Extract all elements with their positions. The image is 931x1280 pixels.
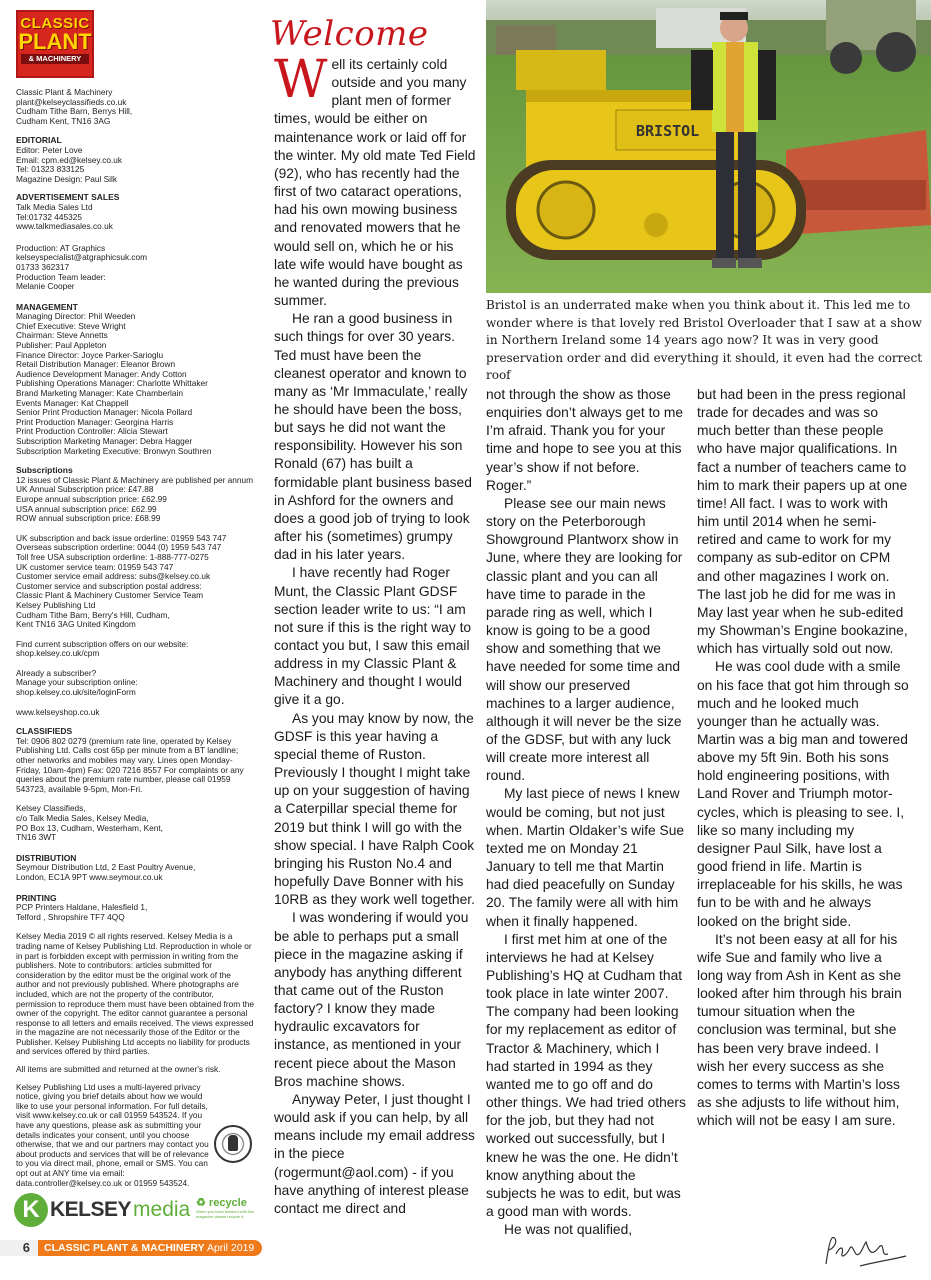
distribution-line: Seymour Distribution Ltd, 2 East Poultry Avenue, <box>16 862 196 873</box>
article-paragraph: As you may know by now, the GDSF is this year having a special theme of Ruston. Previously I thought I might take up on your suggestion of having a Caterpillar special theme for 2019 but think I will go with the show special. I have Ralph Cook bringing his Ruston No.4 and hopefully Dave Bonner with his 10RB as they work well together. <box>274 710 475 908</box>
production-line: kelseyspecialist@atgraphicsuk.com <box>16 252 148 263</box>
management-line: Retail Distribution Manager: Eleanor Brown <box>16 359 176 370</box>
distribution-heading: DISTRIBUTION <box>16 852 77 863</box>
article-column-3 <box>697 386 909 1130</box>
offers-line: Find current subscription offers on our website: <box>16 638 189 649</box>
article-paragraph: My last piece of news I knew would be coming, but not just when. Martin Oldaker’s wife Sue texted me on Monday 21 January to tell me that Martin had died peacefully on Sunday 20. The family were all with him when it finally happened. <box>486 786 685 929</box>
adsales-line: www.talkmediasales.co.uk <box>16 221 113 232</box>
management-line: Brand Marketing Manager: Kate Chamberlain <box>16 388 183 399</box>
recycle-title: ♻ recycle <box>196 1197 247 1209</box>
subscription-line: Europe annual subscription price: £62.99 <box>16 493 167 504</box>
adsales-line: Tel:01732 445325 <box>16 211 82 222</box>
recycle-logo <box>196 1196 256 1219</box>
adsales-heading: ADVERTISEMENT SALES <box>16 192 120 203</box>
distribution-block <box>16 854 258 883</box>
address-line: TN16 3WT <box>16 832 57 843</box>
classifieds-text: Tel: 0906 802 0279 (premium rate line, operated by Kelsey Publishing Ltd. Calls cost 65p per minute from a BT landline; other networks and mobiles may vary. Lines open Monday-Friday, 10am-4pm) Fax: 020 7216 8557 For complaints or any queries about the premium rate number, please call 01959 543723, available 9-5pm, Mon-Fri. <box>16 735 244 794</box>
bristol-crawler-photo <box>486 0 931 293</box>
subscriptions-block <box>16 466 258 524</box>
orderlines-block <box>16 534 258 630</box>
subscription-line: UK Annual Subscription price: £47.88 <box>16 484 154 495</box>
management-line: Subscription Marketing Manager: Debra Hagger <box>16 436 193 446</box>
subscription-line: USA annual subscription price: £62.99 <box>16 503 157 514</box>
contact-line: Cudham Tithe Barn, Berrys Hill, <box>16 106 133 117</box>
kelsey-classifieds-block <box>16 804 258 842</box>
management-heading: MANAGEMENT <box>16 301 78 312</box>
printing-heading: PRINTING <box>16 892 57 903</box>
privacy-text: Kelsey Publishing Ltd uses a multi-layered privacy notice, giving you brief details about how we would like to use your personal information. For full details, visit www.kelsey.co.uk or call 01959 543524. If you have any questions, please ask as submitting your details indicates your consent, until you choose otherwise, that we and our partners may contact you about products and services that will be of relevance to you via direct mail, phone, email or SMS. You can opt out at ANY time via email: data.controller@kelsey.co.uk or 01959 543524. <box>16 1081 209 1188</box>
article-paragraph: Anyway Peter, I just thought I would ask if you can help, by all means include my email address in the piece (rogermunt@aol.com) - if you have anything of interest please contact me direct and <box>274 1091 475 1216</box>
paragraph-text: ell its certainly cold outside and you many plant men of former times, would be either on maintenance work or laid off for the winter. My old mate Ted Field (92), who has recently had the first of two cataract operations, had his own mowing business and renovated mowers that he would sell on, which he or his late wife would have bought as he wanted during the previous summer. <box>274 57 476 309</box>
management-line: Chief Executive: Steve Wright <box>16 320 126 331</box>
printing-line: Telford , Shropshire TF7 4QQ <box>16 911 125 922</box>
management-line: Managing Director: Phil Weeden <box>16 311 136 322</box>
photo-illustration <box>486 0 931 293</box>
order-line: Cudham Tithe Barn, Berry's Hill, Cudham, <box>16 609 170 620</box>
logo-line-3: & MACHINERY <box>21 54 89 64</box>
kelsey-k-icon: K <box>14 1193 48 1227</box>
article-title: Welcome <box>270 14 429 54</box>
address-line: c/o Talk Media Sales, Kelsey Media, <box>16 813 149 823</box>
adsales-block <box>16 193 258 231</box>
order-line: UK customer service team: 01959 543 747 <box>16 561 174 572</box>
offers-block <box>16 640 258 659</box>
editorial-line: Magazine Design: Paul Silk <box>16 173 117 184</box>
order-line: UK subscription and back issue orderline: 01959 543 747 <box>16 532 227 543</box>
order-line: Customer service email address: subs@kelsey.co.uk <box>16 571 211 582</box>
editor-signature <box>820 1232 910 1272</box>
risk-block <box>16 1065 256 1075</box>
logo-line-1: CLASSIC <box>20 15 90 32</box>
distribution-line: London, EC1A 9PT www.seymour.co.uk <box>16 871 163 882</box>
kelsey-media-logo <box>14 1192 190 1228</box>
printing-line: PCP Printers Haldane, Halesfield 1, <box>16 902 148 913</box>
masthead-sidebar <box>16 10 258 1272</box>
order-line: Kent TN16 3AG United Kingdom <box>16 619 136 630</box>
management-line: Publishing Operations Manager: Charlotte Whittaker <box>16 378 208 389</box>
offers-link[interactable]: shop.kelsey.co.uk/cpm <box>16 648 100 659</box>
legal-block <box>16 932 256 1057</box>
management-line: Publisher: Paul Appleton <box>16 340 107 351</box>
order-line: Classic Plant & Machinery Customer Service Team <box>16 590 204 601</box>
classifieds-block <box>16 727 256 794</box>
article-paragraph: I first met him at one of the interviews he had at Kelsey Publishing’s HQ at Cudham that took place in late winter 2007. The company had been looking for my replacement as editor of Tractor & Machinery, which I had started in 1994 as they wanted me to go off and do other things. We had tried others for the job, but they had not worked out successfully, but I knew he was the one. He didn’t know anything about the subjects he was to edit, but was a good man with words. <box>486 931 686 1220</box>
machine-nameplate: BRISTOL <box>636 122 700 140</box>
editorial-line: Tel: 01323 833125 <box>16 164 85 175</box>
shop-link[interactable]: www.kelseyshop.co.uk <box>16 706 100 717</box>
contact-line: plant@kelseyclassifieds.co.uk <box>16 96 127 107</box>
production-line: Melanie Cooper <box>16 281 75 292</box>
production-line: 01733 362317 <box>16 261 70 272</box>
media-wordmark: media <box>133 1198 191 1221</box>
manage-line: Manage your subscription online: <box>16 677 138 688</box>
article-paragraph: He ran a good business in such things for over 30 years. Ted must have been the cleanest operator and known to many as ‘Mr Immaculate,’ really he should have been the boss, but says he did not want the responsibility. However his son Ronald (67) has built a formidable plant business based in Ashford for the owners and does a good job of trying to look after his (sometimes) grumpy dad in his later years. <box>274 311 472 563</box>
printing-block <box>16 894 258 923</box>
article-paragraph: He was cool dude with a smile on his face that got him through so much and he looked much younger than he actually was. Martin was a big man and towered above my 5ft 9in. Both his sons hold engineering positions, with Land Rover and Triumph motor-cycles, which is pleasing to see. I, like so many including my designer Paul Silk, have lost a good friend in life. Martin is irreplaceable for his skills, he was fun to be with and he always looked on the bright side. <box>697 659 909 929</box>
address-line: Kelsey Classifieds, <box>16 803 86 814</box>
production-block <box>16 244 258 292</box>
management-line: Senior Print Production Manager: Nicola Pollard <box>16 407 193 418</box>
subscriptions-heading: Subscriptions <box>16 465 73 476</box>
drop-cap: W <box>274 50 328 110</box>
order-line: Toll free USA subscription orderline: 1-888-777-0275 <box>16 551 209 562</box>
logo-line-2: PLANT <box>18 29 92 54</box>
shop-block <box>16 708 258 718</box>
production-line: Production Team leader: <box>16 271 106 282</box>
manage-subscription-block <box>16 669 258 698</box>
contact-line: Cudham Kent, TN16 3AG <box>16 115 111 126</box>
management-line: Events Manager: Kat Chappell <box>16 397 129 408</box>
manage-line: Already a subscriber? <box>16 667 97 678</box>
subscription-line: ROW annual subscription price: £68.99 <box>16 513 161 524</box>
photo-caption: Bristol is an underrated make when you think about it. This led me to wonder where is that lovely red Bristol Overloader that I saw at a show in Northern Ireland some 14 years ago now? It was in very good preservation order and did everything it should, it even had the correct roof <box>486 298 923 382</box>
privacy-block <box>16 1083 256 1189</box>
article-paragraph: I was wondering if would you be able to perhaps put a small piece in the magazine asking if anybody has anything different that came out of the Ruston factory? I know they made hydraulic excavators for instance, as mentioned in your recent piece about the Mason Bros machine shows. <box>274 910 469 1089</box>
order-line: Kelsey Publishing Ltd <box>16 599 96 610</box>
kelsey-wordmark: KELSEY <box>50 1198 132 1221</box>
editorial-block <box>16 136 258 184</box>
management-line: Audience Development Manager: Andy Cotton <box>16 368 187 379</box>
management-block <box>16 303 258 457</box>
manage-link[interactable]: shop.kelsey.co.uk/site/loginForm <box>16 687 136 698</box>
footer-issue: April 2019 <box>206 1242 255 1254</box>
address-line: PO Box 13, Cudham, Westerham, Kent, <box>16 822 163 833</box>
management-line: Subscription Marketing Executive: Bronwyn Southren <box>16 445 212 456</box>
recycle-label: recycle <box>208 1197 247 1209</box>
contact-block <box>16 88 258 126</box>
page-footer <box>0 1240 262 1256</box>
management-line: Chairman: Steve Annetts <box>16 330 108 341</box>
editorial-heading: EDITORIAL <box>16 135 62 146</box>
editorial-line: Email: cpm.ed@kelsey.co.uk <box>16 154 123 165</box>
order-line: Customer service and subscription postal address: <box>16 580 202 591</box>
article-column-2 <box>486 386 686 1239</box>
management-line: Print Production Controller: Alicia Stewart <box>16 426 168 437</box>
article-paragraph: not through the show as those enquiries don’t always get to me I’m afraid. Thank you for your time and hope to see you at this year’s show if not before. Roger.” <box>486 387 684 493</box>
footer-bar <box>38 1240 262 1256</box>
ipso-badge-icon <box>214 1125 252 1163</box>
page-number: 6 <box>0 1240 38 1256</box>
recycle-note: When you have finished with this magazine please recycle it. <box>196 1209 255 1219</box>
article-paragraph: It’s not been easy at all for his wife Sue and family who live a long way from Ash in Kent as she looked after him through his brain tumour situation when the conclusion was terminal, but she has been very brave indeed. I wish her every success as she comes to terms with Martin’s loss as she adjusts to life without him, which will not be easy I am sure. <box>697 931 902 1129</box>
magazine-logo <box>16 10 94 78</box>
management-line: Finance Director: Joyce Parker-Sarioglu <box>16 349 164 360</box>
classifieds-heading: CLASSIFIEDS <box>16 726 73 737</box>
footer-brand: CLASSIC PLANT & MACHINERY <box>44 1242 205 1254</box>
article-paragraph: Please see our main news story on the Peterborough Showground Plantworx show in June, where they are looking for classic plant and you can all have time to parade in the parade ring as well, which I know is going to be a good show and something that we have needed for some time and will show our preserved machines to a larger audience, although it will never be the size of the GDSF, but with any luck will create more interest all round. <box>486 495 683 784</box>
article-paragraph: He was not qualified, <box>504 1222 633 1238</box>
management-line: Print Production Manager: Georgina Harris <box>16 416 174 427</box>
adsales-line: Talk Media Sales Ltd <box>16 201 93 212</box>
article-column-1 <box>274 50 476 1218</box>
article-paragraph: I have recently had Roger Munt, the Classic Plant GDSF section leader write to us: “I am not sure if this is the right way to contact you but, I saw this email address in my Classic Plant & Machinery and thought I would give it a go. <box>274 565 472 708</box>
production-line: Production: AT Graphics <box>16 242 106 253</box>
copyright-text: Kelsey Media 2019 © all rights reserved. Kelsey Media is a trading name of Kelsey Publishing Ltd. Reproduction in whole or in part is forbidden except with permission in writing from the publishers. Note to contributors: articles submitted for consideration by the editor must be the original work of the author and not previously published. Where photographs are included, which are not the property of the contributor, permission to reproduce them must have been obtained from the owner of the copyright. The editor cannot guarantee a personal response to all letters and emails received. The views expressed in the magazine are not necessarily those of the Editor or the Publisher. Kelsey Publishing Ltd accepts no liability for products and services offered by third parties. <box>16 931 254 1057</box>
contact-line: Classic Plant & Machinery <box>16 87 113 97</box>
article-paragraph: but had been in the press regional trade for decades and was so much better than these people who have major qualifications. In fact a number of teachers came to him to mark their papers up at one time! All fact. I was to work with him until 2014 when he semi-retired and came to work for my company as sub-editor on CPM and other magazines I work on. The last job he did for me was in May last year when he sub-edited my Showman’s Engine bookazine, which has virtually sold out now. <box>697 387 908 657</box>
order-line: Overseas subscription orderline: 0044 (0) 1959 543 747 <box>16 542 222 553</box>
subscription-line: 12 issues of Classic Plant & Machinery are published per annum <box>16 474 254 485</box>
article-paragraph <box>274 50 476 310</box>
risk-text: All items are submitted and returned at the owner's risk. <box>16 1064 221 1075</box>
editorial-line: Editor: Peter Love <box>16 144 83 155</box>
